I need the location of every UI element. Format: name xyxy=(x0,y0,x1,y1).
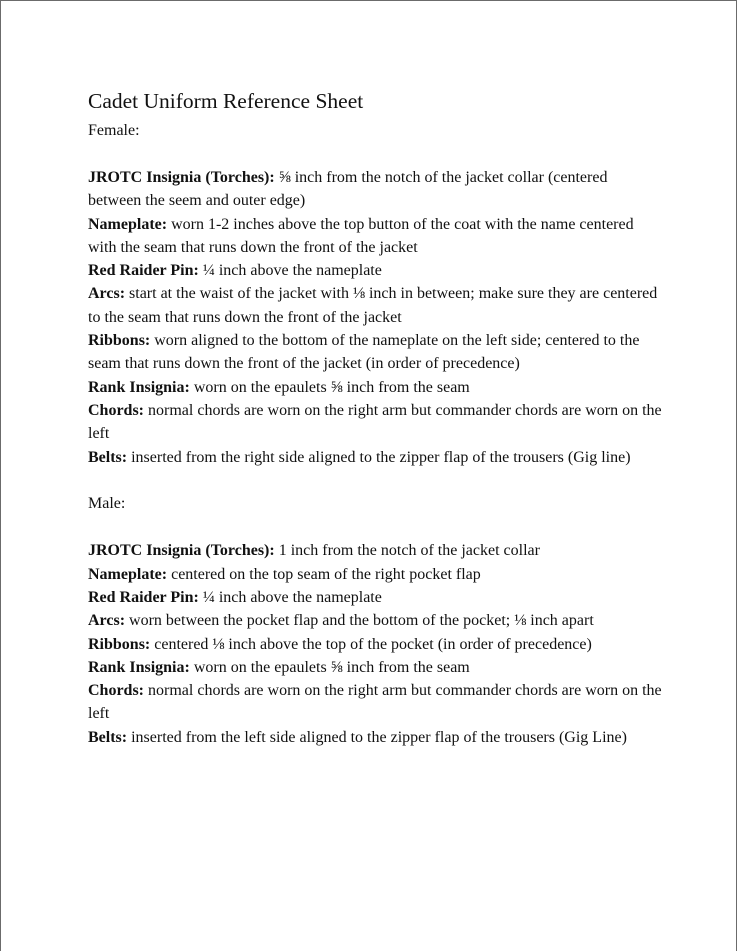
entry-text: ¼ inch above the nameplate xyxy=(198,262,382,280)
female-entry-nameplate xyxy=(88,213,663,260)
male-entry-arcs xyxy=(88,609,663,632)
entry-text: ¼ inch above the nameplate xyxy=(198,588,382,606)
female-section-label: Female: xyxy=(88,122,140,139)
entry-text: ⅝ inch from the notch of the jacket collar (centered between the seem and outer edge) xyxy=(88,169,608,210)
entry-term: Nameplate: xyxy=(88,215,168,233)
blank-line xyxy=(88,516,663,540)
male-entry-red-raider-pin xyxy=(88,586,663,609)
male-entry-rank-insignia xyxy=(88,656,663,679)
female-entry-torches xyxy=(88,166,663,213)
document-body xyxy=(88,87,663,749)
entry-text: inserted from the right side aligned to the zipper flap of the trousers (Gig line) xyxy=(127,448,631,466)
female-entry-chords xyxy=(88,399,663,446)
female-entries xyxy=(88,166,663,469)
document-title: Cadet Uniform Reference Sheet xyxy=(88,89,364,113)
entry-term: Belts: xyxy=(88,448,128,466)
male-entry-belts xyxy=(88,726,663,749)
entry-term: Ribbons: xyxy=(88,332,151,350)
entry-term: Arcs: xyxy=(88,612,126,630)
entry-term: Red Raider Pin: xyxy=(88,588,199,606)
entry-text: worn between the pocket flap and the bottom of the pocket; ⅛ inch apart xyxy=(125,612,594,630)
entry-text: inserted from the left side aligned to the zipper flap of the trousers (Gig Line) xyxy=(127,728,627,746)
entry-text: worn 1-2 inches above the top button of the coat with the name centered with the seam that runs down the front of the jacket xyxy=(88,215,634,256)
male-entries xyxy=(88,539,663,749)
entry-text: start at the waist of the jacket with ⅛ inch in between; make sure they are centered to the seam that runs down the front of the jacket xyxy=(88,285,658,326)
entry-text: normal chords are worn on the right arm but commander chords are worn on the left xyxy=(88,682,662,723)
entry-term: Rank Insignia: xyxy=(88,378,190,396)
entry-term: Rank Insignia: xyxy=(88,658,190,676)
female-entry-belts xyxy=(88,446,663,469)
female-entry-rank-insignia xyxy=(88,376,663,399)
blank-line xyxy=(88,469,663,493)
female-entry-red-raider-pin xyxy=(88,259,663,282)
male-entry-chords xyxy=(88,679,663,726)
entry-text: worn aligned to the bottom of the nameplate on the left side; centered to the seam that runs down the front of the jacket (in order of precedence) xyxy=(88,332,640,373)
entry-term: Chords: xyxy=(88,682,145,700)
entry-term: JROTC Insignia (Torches): xyxy=(88,169,275,186)
entry-text: worn on the epaulets ⅝ inch from the seam xyxy=(189,378,470,396)
entry-term: Belts: xyxy=(88,728,128,746)
male-section-label: Male: xyxy=(88,495,126,513)
male-entry-torches xyxy=(88,539,663,562)
entry-term: JROTC Insignia (Torches): xyxy=(88,542,275,560)
blank-line xyxy=(88,143,663,167)
entry-text: centered ⅛ inch above the top of the pocket (in order of precedence) xyxy=(150,635,592,653)
entry-text: 1 inch from the notch of the jacket collar xyxy=(274,542,540,560)
female-entry-ribbons xyxy=(88,329,663,376)
male-entry-ribbons xyxy=(88,633,663,656)
entry-text: normal chords are worn on the right arm but commander chords are worn on the left xyxy=(88,401,662,443)
entry-text: worn on the epaulets ⅝ inch from the seam xyxy=(189,658,470,676)
entry-term: Nameplate: xyxy=(88,565,168,583)
male-entry-nameplate xyxy=(88,563,663,586)
entry-text: centered on the top seam of the right pocket flap xyxy=(167,565,481,583)
entry-term: Arcs: xyxy=(88,285,126,303)
entry-term: Red Raider Pin: xyxy=(88,262,199,280)
entry-term: Ribbons: xyxy=(88,635,151,653)
entry-term: Chords: xyxy=(88,401,145,419)
female-entry-arcs xyxy=(88,282,663,329)
